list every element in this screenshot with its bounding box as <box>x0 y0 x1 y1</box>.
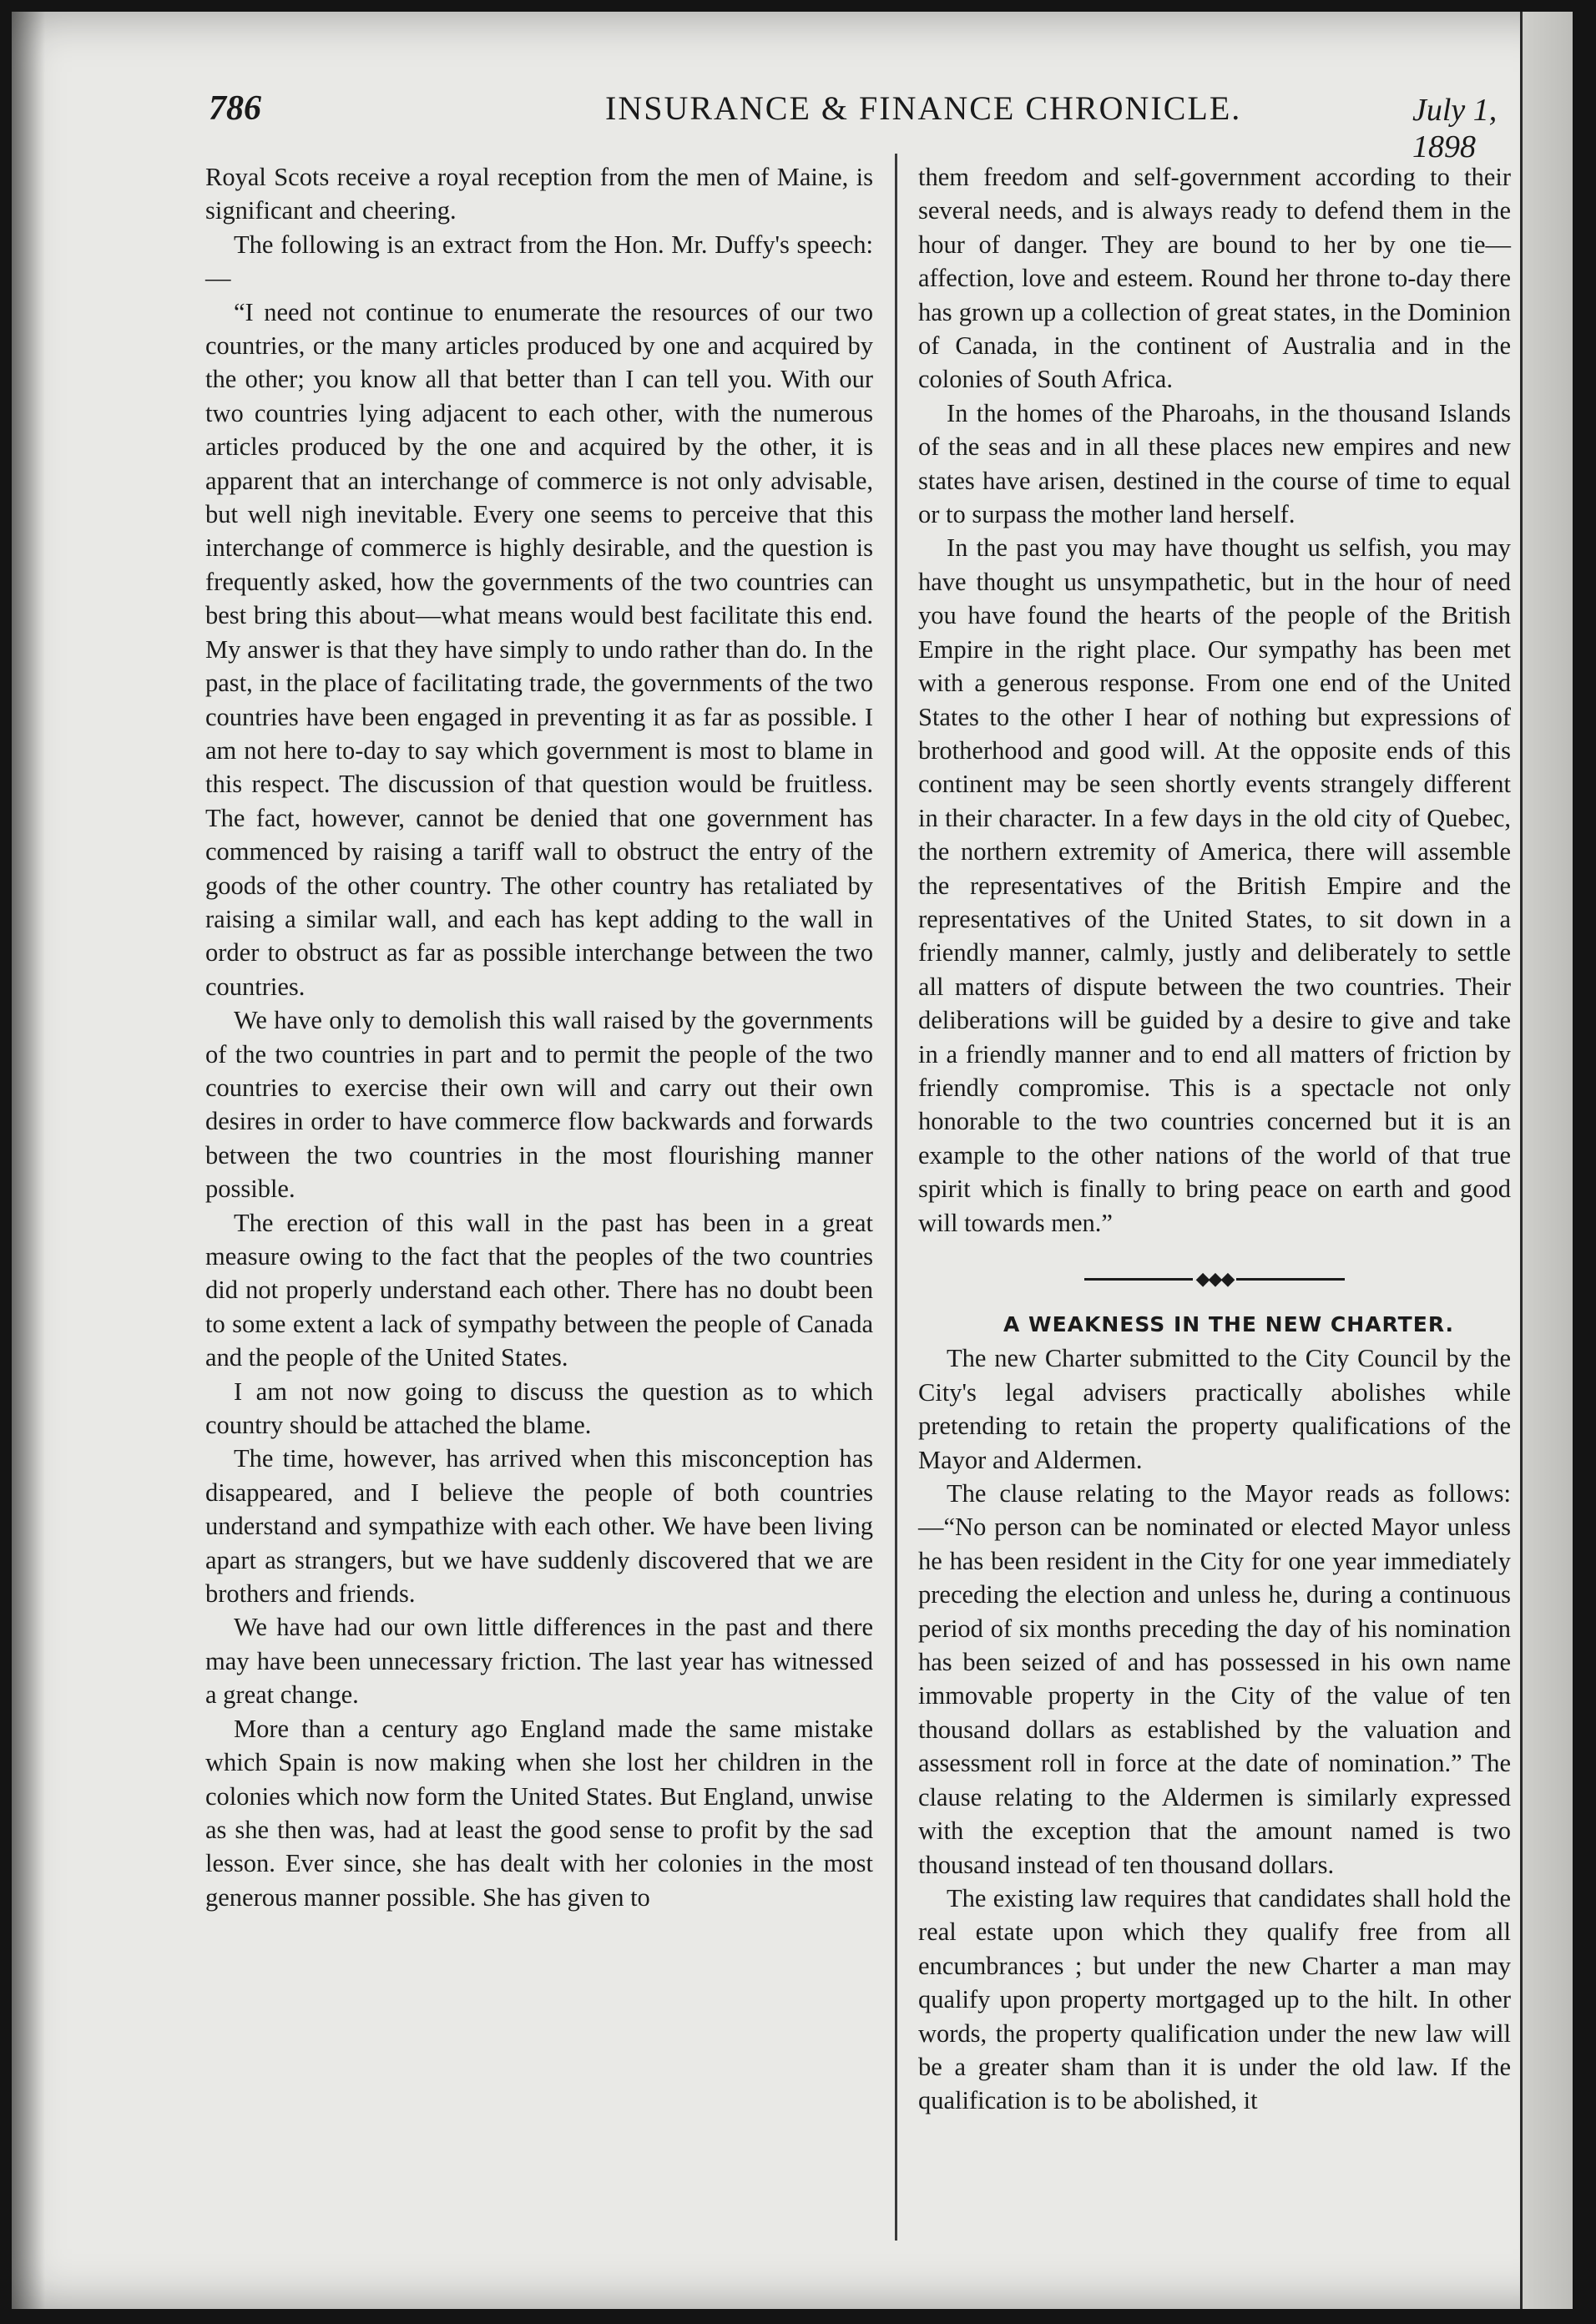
paragraph: Royal Scots receive a royal reception from the men of Maine, is significant and cheering. <box>205 163 873 225</box>
ornament-rule-right <box>1236 1278 1345 1281</box>
paragraph: The existing law requires that candidates shall hold the real estate upon which they qualify free from all encumbrances ; but under the new Charter a man may qualify upon property mortgaged up to the hilt. In other words, the property qualification under the new law will be a greater sham than it is under the old law. If the qualification is to be abolished, it <box>918 1883 1511 2115</box>
paragraph: I am not now going to discuss the question as to which country should be attached the blame. <box>205 1377 873 1440</box>
ornament-diamonds: ◆◆◆ <box>1195 1268 1234 1289</box>
ornament-rule-left <box>1084 1278 1193 1281</box>
paragraph: We have had our own little differences in the past and there may have been unnecessary friction. The last year has witnessed a great change. <box>205 1613 873 1710</box>
paragraph: The time, however, has arrived when this misconception has disappeared, and I believe the people of both countries understand and sympathize with each other. We have been living apart as strangers, but we have suddenly discovered that we are brothers and friends. <box>205 1444 873 1609</box>
paragraph: The clause relating to the Mayor reads as follows:—“No person can be nominated or elected Mayor unless he has been resident in the City for one year immediately preceding the election and unless he, during a continuous period of six months preceding the day of his nomination has been seized of and has possessed in his own name immovable property in the City of the value of ten thousand dollars as established by the valuation and assessment roll in force at the date of nomination.” The clause relating to the Aldermen is similarly expressed with the exception that the amount named is two thousand instead of ten thousand dollars. <box>918 1479 1511 1879</box>
paragraph: The erection of this wall in the past has been in a great measure owing to the fact that the peoples of the two countries did not properly understand each other. There has no doubt been to some extent a lack of sympathy between the people of Canada and the people of the United States. <box>205 1208 873 1372</box>
newspaper-page <box>12 12 1573 2309</box>
paragraph: them freedom and self-government according to their several needs, and is always ready to defend them in the hour of danger. They are bound to her by one tie—affection, love and esteem. Round her throne to-day there has grown up a collection of great states, in the Dominion of Canada, in the continent of Australia and in the colonies of South Africa. <box>918 163 1511 394</box>
section-ornament <box>918 1250 1511 1308</box>
left-column <box>205 160 873 1914</box>
right-column <box>918 160 1511 2118</box>
paragraph: In the homes of the Pharoahs, in the thousand Islands of the seas and in all these places new empires and new states have arisen, destined in the course of time to equal or to surpass the mother land herself. <box>918 398 1511 529</box>
issue-date: July 1, 1898 <box>1412 93 1498 164</box>
paragraph: In the past you may have thought us selfish, you may have thought us unsympathetic, but in the hour of need you have found the hearts of the people of the British Empire in the right place. Our sympathy has been met with a generous response. From one end of the United States to the other I hear of nothing but expressions of brotherhood and good will. At the opposite ends of this continent may be seen shortly events strangely different in their character. In a few days in the old city of Quebec, the northern extremity of America, there will assemble the representatives of the British Empire and the representatives of the United States, to sit down in a friendly manner, calmly, justly and deliberately to settle all matters of dispute between the two countries. Their deliberations will be guided by a desire to give and take in a friendly manner and to end all matters of friction by friendly compromise. This is a spectacle not only honorable to the two countries concerned but it is an example to the other nations of the world of that true spirit which is finally to bring peace on earth and good will towards men.” <box>918 533 1511 1237</box>
page-header <box>209 88 1544 164</box>
section-heading: A WEAKNESS IN THE NEW CHARTER. <box>1003 1312 1455 1336</box>
journal-title: INSURANCE & FINANCE CHRONICLE. <box>605 89 1242 127</box>
spine-shadow <box>12 12 45 2309</box>
paragraph: We have only to demolish this wall raised by the governments of the two countries in part and to permit the people of the two countries to exercise their own will and carry out their own desires in order to have commerce flow backwards and forwards between the two countries in the most flourishing manner possible. <box>205 1006 873 1204</box>
adjacent-page-edge <box>1520 12 1573 2309</box>
column-divider <box>895 154 897 2241</box>
paragraph: “I need not continue to enumerate the resources of our two countries, or the many articles produced by one and acquired by the other; you know all that better than I can tell you. With our two countries lying adjacent to each other, with the numerous articles produced by the one and acquired by the other, it is apparent that an interchange of commerce is not only advisable, but well nigh inevitable. Every one seems to perceive that this interchange of commerce is highly desirable, and the question is frequently asked, how the governments of the two countries can best bring this about—what means would best facilitate this end. My answer is that they have simply to undo rather than do. In the past, in the place of facilitating trade, the governments of the two countries have been engaged in preventing it as far as possible. I am not here to-day to say which government is most to blame in this respect. The discussion of that question would be fruitless. The fact, however, cannot be denied that one government has commenced by raising a tariff wall to obstruct the entry of the goods of the other country. The other country has retaliated by raising a similar wall, and each has kept adding to the wall in order to obstruct as far as possible interchange between the two countries. <box>205 297 873 1001</box>
paragraph: The following is an extract from the Hon. Mr. Duffy's speech:— <box>205 230 873 293</box>
paragraph: More than a century ago England made the same mistake which Spain is now making when she lost her children in the colonies which now form the United States. But England, unwise as she then was, had at least the good sense to profit by the sad lesson. Ever since, she has dealt with her colonies in the most generous manner possible. She has given to <box>205 1714 873 1912</box>
page-number: 786 <box>209 89 261 128</box>
paragraph: The new Charter submitted to the City Council by the City's legal advisers practically abolishes while pretending to retain the property qualifications of the Mayor and Aldermen. <box>918 1344 1511 1474</box>
